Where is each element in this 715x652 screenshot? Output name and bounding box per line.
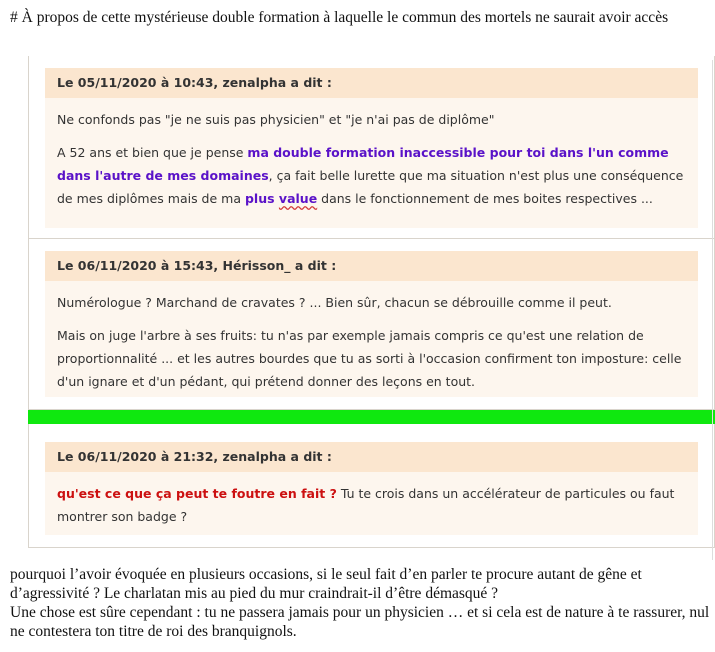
outro-text [10, 565, 710, 641]
quote-paragraph [57, 141, 684, 210]
intro-text: # À propos de cette mystérieuse double formation à laquelle le commun des mortels ne saurait avoir accès [10, 9, 669, 26]
misspelled-word: value [278, 191, 318, 206]
quote-paragraph: Ne confonds pas "je ne suis pas physicien" et "je n'ai pas de diplôme" [57, 112, 495, 127]
quote-block-1 [28, 56, 715, 241]
quote-body [45, 98, 698, 210]
quote-block-3 [28, 424, 715, 548]
quote-block-2 [28, 238, 715, 410]
quote-body [45, 472, 698, 528]
quote-paragraph: Mais on juge l'arbre à ses fruits: tu n'as par exemple jamais compris ce qu'est une relation de proportionnalité ... et les autres bourdes que tu as sorti à l'occasion confirment ton imposture: celle d'un ignare et d'un pédant, qui prétend donner des leçons en tout. [57, 328, 682, 389]
quote-inner-2 [45, 251, 698, 397]
quote-text: dans le fonctionnement de mes boites respectives ... [317, 191, 653, 206]
outro-paragraph: Une chose est sûre cependant : tu ne passera jamais pour un physicien … et si cela est de nature à te rassurer, nul ne contestera ton titre de roi des branquignols. [10, 604, 710, 640]
quote-inner-3 [45, 442, 698, 535]
quote-text: Tu te crois dans un accélérateur de particules ou faut montrer son badge ? [57, 486, 675, 524]
quote-text: , ça fait belle lurette que ma situation n'est plus une conséquence de mes diplômes mais de ma [57, 168, 684, 206]
quote-header: Le 06/11/2020 à 21:32, zenalpha a dit : [45, 442, 698, 472]
page-edge-line [712, 60, 713, 560]
quote-text: A 52 ans et bien que je pense [57, 145, 248, 160]
quote-inner-1 [45, 68, 698, 228]
green-separator-bar [28, 410, 715, 424]
outro-paragraph: pourquoi l’avoir évoquée en plusieurs occasions, si le seul fait d’en parler te procure autant de gêne et d’agressivité ? Le charlatan mis au pied du mur craindrait-il d’être démasqué ? [10, 566, 642, 602]
highlighted-text: qu'est ce que ça peut te foutre en fait ? [57, 486, 337, 501]
quote-header: Le 05/11/2020 à 10:43, zenalpha a dit : [45, 68, 698, 98]
quote-paragraph [57, 482, 684, 528]
quote-header: Le 06/11/2020 à 15:43, Hérisson_ a dit : [45, 251, 698, 281]
highlighted-text: plus [244, 191, 279, 206]
quote-body [45, 281, 698, 393]
quote-paragraph: Numérologue ? Marchand de cravates ? ... Bien sûr, chacun se débrouille comme il peut. [57, 295, 612, 310]
highlighted-text: ma double formation inaccessible pour toi dans l'un comme dans l'autre de mes domaines [57, 145, 669, 183]
